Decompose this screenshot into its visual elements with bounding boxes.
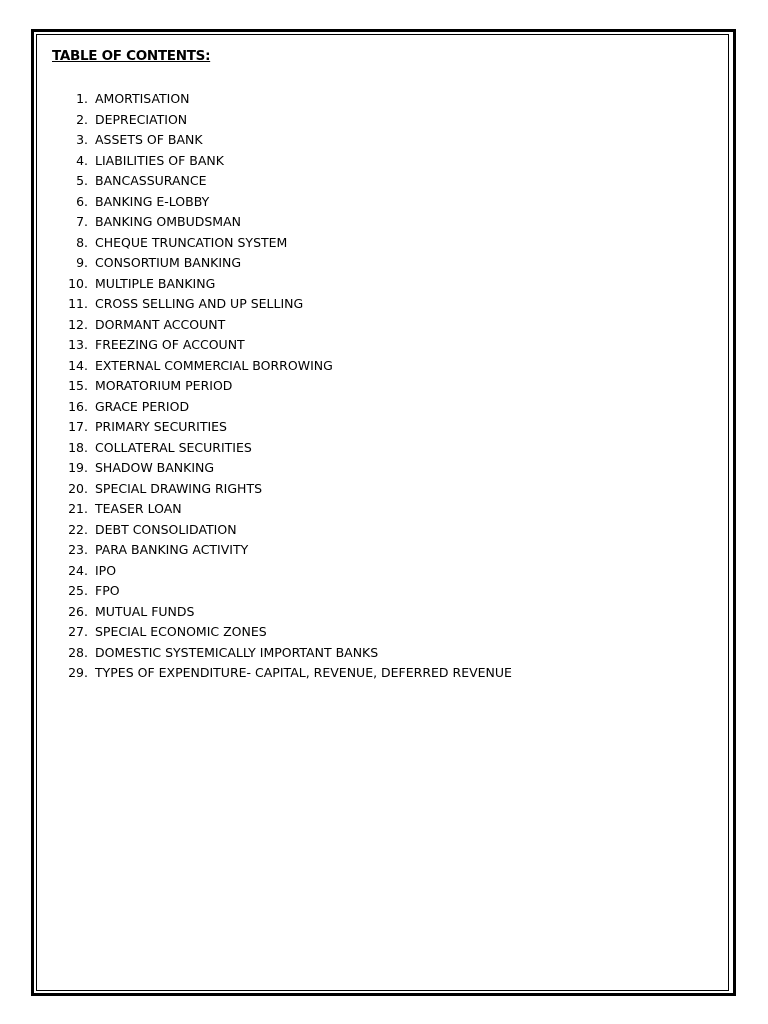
toc-item [64, 376, 512, 397]
toc-item-number: 20. [68, 480, 88, 496]
toc-item-number: 12. [68, 316, 88, 332]
toc-item [64, 643, 512, 664]
toc-item-label: FPO [95, 583, 120, 598]
toc-item-number: 19. [68, 460, 88, 475]
toc-item-label: MULTIPLE BANKING [95, 275, 216, 291]
toc-item [64, 663, 512, 684]
toc-item-label: EXTERNAL COMMERCIAL BORROWING [95, 357, 333, 373]
toc-item [64, 356, 512, 377]
toc-item-label: GRACE PERIOD [95, 398, 190, 414]
toc-item-number: 15. [68, 378, 88, 393]
toc-item-label: SHADOW BANKING [95, 460, 215, 475]
toc-item-number: 24. [68, 562, 88, 578]
toc-item [64, 458, 512, 479]
toc-item-label: MORATORIUM PERIOD [95, 378, 233, 393]
toc-item-label: DORMANT ACCOUNT [95, 316, 226, 332]
toc-item [64, 212, 512, 233]
toc-item-number: 26. [68, 603, 88, 619]
toc-item-label: MUTUAL FUNDS [95, 603, 195, 619]
toc-item-label: COLLATERAL SECURITIES [95, 439, 252, 455]
toc-item-label: CROSS SELLING AND UP SELLING [95, 296, 304, 311]
toc-item-label: PRIMARY SECURITIES [95, 419, 227, 434]
toc-item-number: 28. [68, 644, 88, 660]
toc-item-number: 25. [68, 583, 88, 598]
toc-item [64, 499, 512, 520]
toc-item [64, 479, 512, 500]
toc-item-number: 8. [76, 234, 88, 250]
toc-item [64, 253, 512, 274]
toc-item [64, 520, 512, 541]
toc-item-number: 4. [76, 152, 88, 168]
toc-item [64, 581, 512, 602]
toc-item-number: 2. [76, 111, 88, 127]
toc-item-label: LIABILITIES OF BANK [95, 152, 224, 168]
toc-item [64, 89, 512, 110]
toc-item-label: ASSETS OF BANK [95, 132, 203, 147]
toc-item-label: DEPRECIATION [95, 111, 188, 127]
toc-item-number: 1. [76, 91, 88, 106]
toc-item-label: AMORTISATION [95, 91, 190, 106]
toc-item-number: 22. [68, 521, 88, 537]
toc-item-label: TYPES OF EXPENDITURE- CAPITAL, REVENUE, DEFERRED REVENUE [95, 665, 512, 680]
toc-item-number: 10. [68, 275, 88, 291]
toc-item [64, 192, 512, 213]
toc-item-label: BANKING OMBUDSMAN [95, 214, 241, 229]
toc-item [64, 274, 512, 295]
toc-item-label: SPECIAL DRAWING RIGHTS [95, 480, 263, 496]
toc-item-label: FREEZING OF ACCOUNT [95, 337, 245, 352]
toc-item [64, 171, 512, 192]
toc-item-number: 5. [76, 173, 88, 188]
toc-item [64, 438, 512, 459]
toc-item-number: 6. [76, 193, 88, 209]
toc-item [64, 540, 512, 561]
toc-item-number: 3. [76, 132, 88, 147]
toc-item-number: 9. [76, 255, 88, 270]
toc-list [64, 89, 512, 684]
toc-item-label: SPECIAL ECONOMIC ZONES [95, 624, 267, 639]
toc-item [64, 130, 512, 151]
toc-item-label: IPO [95, 562, 117, 578]
toc-item [64, 561, 512, 582]
toc-item-label: BANKING E-LOBBY [95, 193, 210, 209]
toc-item-number: 16. [68, 398, 88, 414]
toc-item-label: BANCASSURANCE [95, 173, 207, 188]
toc-item-label: DEBT CONSOLIDATION [95, 521, 237, 537]
toc-item-number: 27. [68, 624, 88, 639]
toc-item-number: 29. [68, 665, 88, 680]
toc-item [64, 233, 512, 254]
toc-item-label: CHEQUE TRUNCATION SYSTEM [95, 234, 288, 250]
toc-item-label: TEASER LOAN [95, 501, 182, 516]
toc-title: TABLE OF CONTENTS: [52, 48, 211, 64]
toc-item-number: 11. [68, 296, 88, 311]
toc-item [64, 151, 512, 172]
toc-item [64, 335, 512, 356]
toc-item-label: PARA BANKING ACTIVITY [95, 542, 249, 557]
toc-item-number: 17. [68, 419, 88, 434]
toc-item [64, 294, 512, 315]
toc-item [64, 602, 512, 623]
toc-item-number: 21. [68, 501, 88, 516]
toc-item [64, 397, 512, 418]
toc-item-label: DOMESTIC SYSTEMICALLY IMPORTANT BANKS [95, 644, 379, 660]
toc-item-number: 14. [68, 357, 88, 373]
toc-item-number: 7. [76, 214, 88, 229]
toc-item-number: 18. [68, 439, 88, 455]
toc-item [64, 110, 512, 131]
toc-item [64, 417, 512, 438]
toc-item-number: 23. [68, 542, 88, 557]
toc-item [64, 622, 512, 643]
toc-item-number: 13. [68, 337, 88, 352]
toc-item [64, 315, 512, 336]
toc-item-label: CONSORTIUM BANKING [95, 255, 242, 270]
